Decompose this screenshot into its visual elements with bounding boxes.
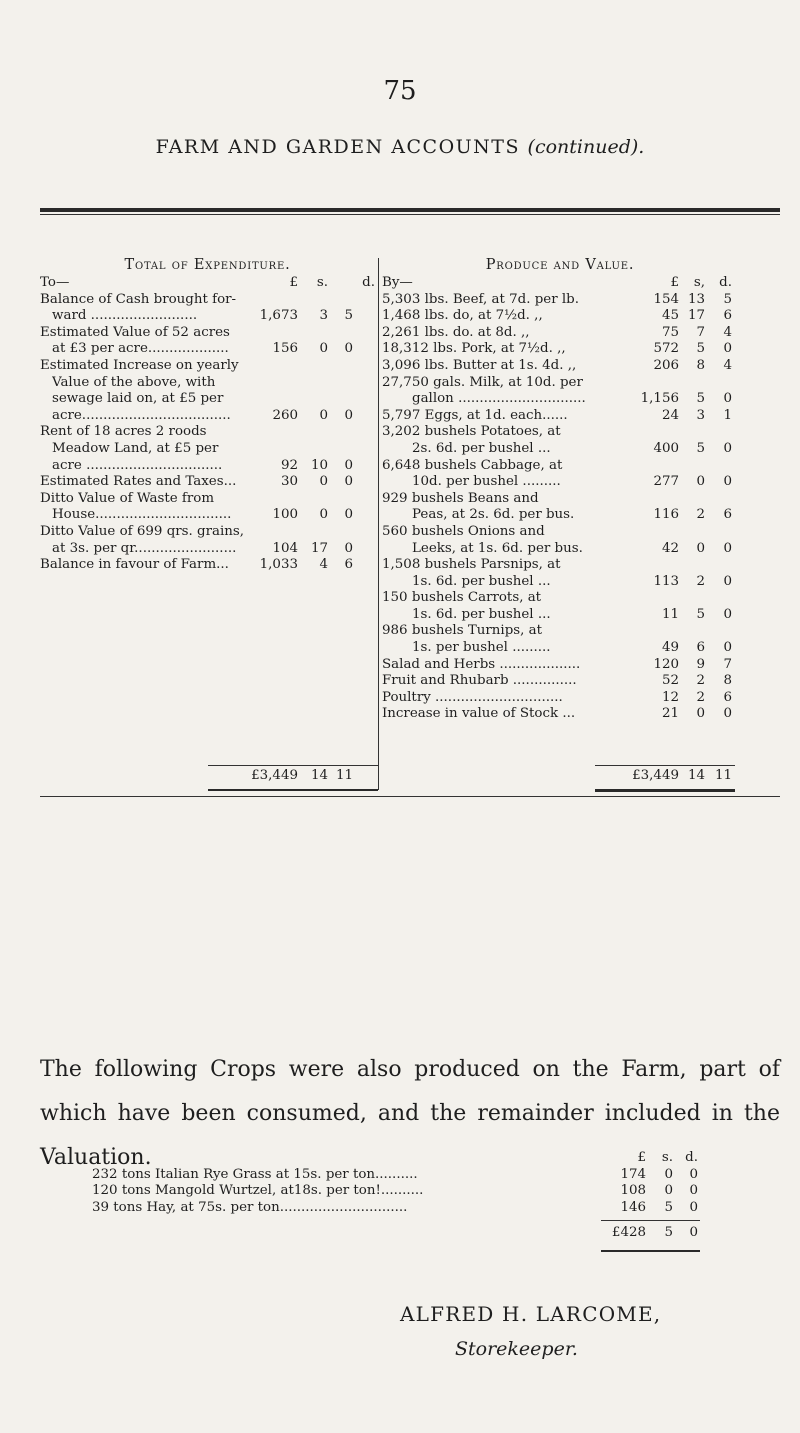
entry-shillings: 5	[696, 440, 705, 456]
entry-pence: 0	[723, 391, 732, 407]
entry-pence: 6	[723, 689, 732, 705]
crops-rows	[92, 1167, 722, 1217]
entry-text: 3,202 bushels Potatoes, at	[382, 424, 561, 440]
entry-shillings: 0	[696, 706, 705, 722]
entry-shillings: 2	[696, 573, 705, 589]
ledger-line	[382, 590, 738, 607]
crop-pounds: 108	[620, 1183, 646, 1199]
entry-text: 986 bushels Turnips, at	[382, 623, 543, 639]
produce-total	[382, 766, 738, 786]
ledger-line	[40, 474, 375, 491]
entry-pence: 5	[723, 291, 732, 307]
crop-row	[92, 1200, 722, 1217]
entry-text: 2s. 6d. per bushel ...	[412, 440, 551, 456]
ledger-line	[382, 640, 738, 657]
entry-pounds: 113	[653, 573, 679, 589]
ledger-line	[40, 424, 375, 441]
entry-text: 18,312 lbs. Pork, at 7½d. ,,	[382, 341, 566, 357]
entry-text: gallon ..............................	[412, 391, 586, 407]
entry-text: at £3 per acre...................	[52, 341, 229, 357]
entry-pounds: 206	[653, 357, 679, 373]
crop-shillings: 0	[664, 1166, 673, 1182]
entry-text: 1,508 bushels Parsnips, at	[382, 557, 561, 573]
ledger-line	[382, 341, 738, 358]
expenditure-heading: Total of Expenditure.	[124, 257, 291, 273]
entry-text: Balance in favour of Farm...	[40, 557, 229, 573]
expenditure-shillings-header: s.	[316, 275, 328, 290]
entry-text: acre...................................	[52, 407, 231, 423]
crop-label: 39 tons Hay, at 75s. per ton..............................	[92, 1199, 408, 1215]
entry-shillings: 17	[687, 308, 705, 324]
entry-text: 1s. per bushel .........	[412, 640, 551, 656]
entry-shillings: 0	[696, 474, 705, 490]
crop-pence: 0	[689, 1183, 698, 1199]
entry-pounds: 21	[661, 706, 679, 722]
crops-total-pence: 0	[689, 1225, 698, 1241]
entry-text: 5,303 lbs. Beef, at 7d. per lb.	[382, 291, 580, 307]
entry-pounds: 277	[653, 474, 679, 490]
expenditure-column	[40, 257, 375, 574]
ledger-line	[382, 474, 738, 491]
entry-text: 2,261 lbs. do. at 8d. ,,	[382, 324, 530, 340]
ledger-line	[40, 524, 375, 541]
ledger-line	[382, 690, 738, 707]
crop-pence: 0	[689, 1199, 698, 1215]
produce-total-shillings: 14	[687, 768, 705, 783]
entry-text: ward .........................	[52, 308, 198, 324]
entry-shillings: 6	[696, 640, 705, 656]
ledger-line	[382, 623, 738, 640]
ledger-line	[382, 292, 738, 309]
entry-shillings: 2	[696, 507, 705, 523]
entry-text: Value of the above, with	[52, 374, 216, 390]
entry-text: acre ................................	[52, 457, 223, 473]
entry-text: 10d. per bushel .........	[412, 474, 561, 490]
entry-shillings: 17	[310, 540, 328, 556]
entry-shillings: 0	[319, 474, 328, 490]
entry-pounds: 49	[661, 640, 679, 656]
entry-pounds: 400	[653, 440, 679, 456]
ledger-line	[40, 441, 375, 458]
entry-text: 6,648 bushels Cabbage, at	[382, 457, 563, 473]
entry-text: 3,096 lbs. Butter at 1s. 4d. ,,	[382, 357, 577, 373]
crops-paragraph: The following Crops were also produced on the Farm, part of which have been consumed, and the remainder included in the Valuation.	[40, 1057, 780, 1170]
entry-pounds: 1,156	[640, 391, 679, 407]
ledger-line	[382, 706, 738, 723]
entry-shillings: 7	[696, 324, 705, 340]
crop-pounds: 146	[620, 1199, 646, 1215]
entry-text: Estimated Value of 52 acres	[40, 324, 230, 340]
entry-pounds: 572	[653, 341, 679, 357]
entry-text: Estimated Increase on yearly	[40, 357, 239, 373]
signature-role: Storekeeper.	[455, 1338, 578, 1360]
entry-text: Poultry ..............................	[382, 689, 563, 705]
ledger-line	[382, 491, 738, 508]
produce-rows	[382, 292, 738, 723]
entry-shillings: 5	[696, 391, 705, 407]
entry-text: Rent of 18 acres 2 roods	[40, 424, 207, 440]
entry-pounds: 1,033	[259, 557, 298, 573]
crops-pence-header: d.	[685, 1150, 698, 1165]
entry-shillings: 4	[319, 557, 328, 573]
produce-total-pence: 11	[714, 768, 732, 783]
crops-total-shillings: 5	[664, 1225, 673, 1241]
ledger-line	[40, 391, 375, 408]
entry-shillings: 2	[696, 689, 705, 705]
crop-row	[92, 1183, 722, 1200]
produce-heading: Produce and Value.	[485, 257, 635, 273]
crops-total	[92, 1222, 722, 1244]
entry-text: Salad and Herbs ...................	[382, 656, 581, 672]
entry-pence: 0	[723, 540, 732, 556]
expenditure-pounds-header: £	[289, 275, 298, 290]
expenditure-total	[40, 766, 375, 786]
entry-pounds: 92	[280, 457, 298, 473]
produce-column	[382, 257, 738, 723]
entry-shillings: 0	[696, 540, 705, 556]
ledger-line	[40, 541, 375, 558]
ledger-line	[382, 541, 738, 558]
entry-pence: 0	[723, 606, 732, 622]
crops-table	[92, 1150, 722, 1250]
entry-text: 1,468 lbs. do, at 7½d. ,,	[382, 308, 543, 324]
entry-shillings: 8	[696, 357, 705, 373]
ledger-line	[382, 524, 738, 541]
entry-shillings: 3	[319, 308, 328, 324]
entry-text: 27,750 gals. Milk, at 10d. per	[382, 374, 583, 390]
entry-pence: 0	[723, 341, 732, 357]
ledger-line	[382, 574, 738, 591]
entry-pence: 7	[723, 656, 732, 672]
entry-text: Peas, at 2s. 6d. per bus.	[412, 507, 575, 523]
entry-pence: 1	[723, 407, 732, 423]
entry-pence: 0	[344, 474, 353, 490]
entry-text: 560 bushels Onions and	[382, 523, 545, 539]
entry-text: House................................	[52, 507, 232, 523]
produce-col-headers	[382, 275, 738, 292]
ledger-line	[40, 292, 375, 309]
entry-pounds: 24	[661, 407, 679, 423]
entry-pounds: 42	[661, 540, 679, 556]
entry-pounds: 45	[661, 308, 679, 324]
entry-text: 5,797 Eggs, at 1d. each......	[382, 407, 568, 423]
entry-shillings: 9	[696, 656, 705, 672]
crops-shillings-header: s.	[661, 1150, 673, 1165]
entry-text: at 3s. per qr........................	[52, 540, 237, 556]
ledger-line	[382, 458, 738, 475]
entry-shillings: 13	[687, 291, 705, 307]
entry-shillings: 3	[696, 407, 705, 423]
crops-total-pounds: £428	[611, 1225, 646, 1241]
expenditure-total-shillings: 14	[310, 768, 328, 783]
entry-pence: 6	[723, 308, 732, 324]
ledger-line	[40, 325, 375, 342]
expenditure-total-pence: 11	[335, 768, 353, 783]
crop-shillings: 0	[664, 1183, 673, 1199]
entry-pence: 4	[723, 357, 732, 373]
ledger-line	[382, 607, 738, 624]
ledger-line	[40, 375, 375, 392]
entry-pounds: 52	[661, 673, 679, 689]
page-number: 75	[383, 76, 417, 106]
ledger-line	[40, 458, 375, 475]
ledger-line	[382, 441, 738, 458]
expenditure-total-rule-bottom	[208, 789, 378, 791]
entry-pounds: 75	[661, 324, 679, 340]
entry-pence: 0	[723, 440, 732, 456]
ledger-line	[382, 358, 738, 375]
entry-pence: 6	[723, 507, 732, 523]
column-divider	[378, 258, 379, 790]
entry-pounds: 116	[653, 507, 679, 523]
entry-text: Balance of Cash brought for-	[40, 291, 237, 307]
entry-pounds: 30	[280, 474, 298, 490]
ledger-line	[382, 424, 738, 441]
ledger-line	[40, 308, 375, 325]
entry-pence: 0	[344, 407, 353, 423]
entry-text: Ditto Value of 699 qrs. grains,	[40, 523, 245, 539]
entry-text: 1s. 6d. per bushel ...	[412, 573, 551, 589]
entry-pounds: 260	[272, 407, 298, 423]
entry-pounds: 156	[272, 341, 298, 357]
ledger-line	[382, 391, 738, 408]
top-rule-thin	[40, 214, 780, 215]
ledger-line	[40, 358, 375, 375]
entry-pence: 0	[344, 540, 353, 556]
produce-by-label: By—	[382, 275, 413, 290]
entry-pence: 4	[723, 324, 732, 340]
ledger-line	[382, 408, 738, 425]
entry-pence: 0	[723, 640, 732, 656]
signature-name: ALFRED H. LARCOME,	[400, 1302, 662, 1326]
entry-pounds: 1,673	[259, 308, 298, 324]
entry-shillings: 0	[319, 507, 328, 523]
entry-text: sewage laid on, at £5 per	[52, 391, 224, 407]
entry-text: Estimated Rates and Taxes...	[40, 474, 237, 490]
entry-pence: 0	[723, 573, 732, 589]
crop-row	[92, 1167, 722, 1184]
top-rule-thick	[40, 208, 780, 212]
entry-text: 1s. 6d. per bushel ...	[412, 606, 551, 622]
crops-pounds-header: £	[637, 1150, 646, 1165]
entry-pounds: 100	[272, 507, 298, 523]
entry-pence: 6	[344, 557, 353, 573]
entry-pence: 5	[344, 308, 353, 324]
entry-shillings: 0	[319, 341, 328, 357]
entry-text: 929 bushels Beans and	[382, 490, 539, 506]
crop-pounds: 174	[620, 1166, 646, 1182]
crop-label: 232 tons Italian Rye Grass at 15s. per ton..........	[92, 1166, 418, 1182]
entry-shillings: 2	[696, 673, 705, 689]
produce-shillings-header: s,	[693, 275, 705, 290]
entry-text: Leeks, at 1s. 6d. per bus.	[412, 540, 583, 556]
entry-shillings: 10	[310, 457, 328, 473]
ledger-line	[382, 308, 738, 325]
ledger-line	[382, 375, 738, 392]
entry-pence: 0	[723, 706, 732, 722]
entry-text: Increase in value of Stock ...	[382, 706, 576, 722]
entry-pence: 0	[344, 507, 353, 523]
page-title	[0, 136, 800, 158]
crops-col-headers	[92, 1150, 722, 1167]
ledger-line	[40, 341, 375, 358]
entry-pence: 0	[344, 457, 353, 473]
entry-shillings: 5	[696, 341, 705, 357]
ledger-line	[40, 491, 375, 508]
ledger-line	[382, 557, 738, 574]
entry-pence: 0	[344, 341, 353, 357]
entry-shillings: 5	[696, 606, 705, 622]
bottom-rule	[40, 796, 780, 797]
entry-pounds: 104	[272, 540, 298, 556]
crop-label: 120 tons Mangold Wurtzel, at18s. per ton!..........	[92, 1183, 424, 1199]
entry-text: Ditto Value of Waste from	[40, 490, 215, 506]
entry-pence: 8	[723, 673, 732, 689]
expenditure-total-pounds: £3,449	[251, 768, 298, 783]
entry-pounds: 120	[653, 656, 679, 672]
expenditure-col-headers	[40, 275, 375, 292]
crop-shillings: 5	[664, 1199, 673, 1215]
ledger-line	[382, 673, 738, 690]
entry-text: Fruit and Rhubarb ...............	[382, 673, 577, 689]
ledger-line	[382, 657, 738, 674]
entry-pounds: 12	[661, 689, 679, 705]
crop-pence: 0	[689, 1166, 698, 1182]
entry-pence: 0	[723, 474, 732, 490]
ledger-line	[40, 557, 375, 574]
entry-pounds: 154	[653, 291, 679, 307]
expenditure-to-label: To—	[40, 275, 70, 290]
expenditure-rows	[40, 292, 375, 574]
entry-text: 150 bushels Carrots, at	[382, 590, 542, 606]
produce-total-pounds: £3,449	[632, 768, 679, 783]
entry-shillings: 0	[319, 407, 328, 423]
ledger-line	[40, 408, 375, 425]
produce-pence-header: d.	[719, 275, 732, 290]
page-title-main: FARM AND GARDEN ACCOUNTS	[155, 136, 520, 158]
page-title-sub: (continued).	[527, 136, 645, 158]
expenditure-pence-header: d.	[362, 275, 375, 290]
produce-pounds-header: £	[670, 275, 679, 290]
produce-total-rule-bottom	[595, 789, 735, 792]
ledger-line	[382, 507, 738, 524]
ledger-line	[382, 325, 738, 342]
entry-text: Meadow Land, at £5 per	[52, 440, 219, 456]
ledger-line	[40, 507, 375, 524]
entry-pounds: 11	[661, 606, 679, 622]
